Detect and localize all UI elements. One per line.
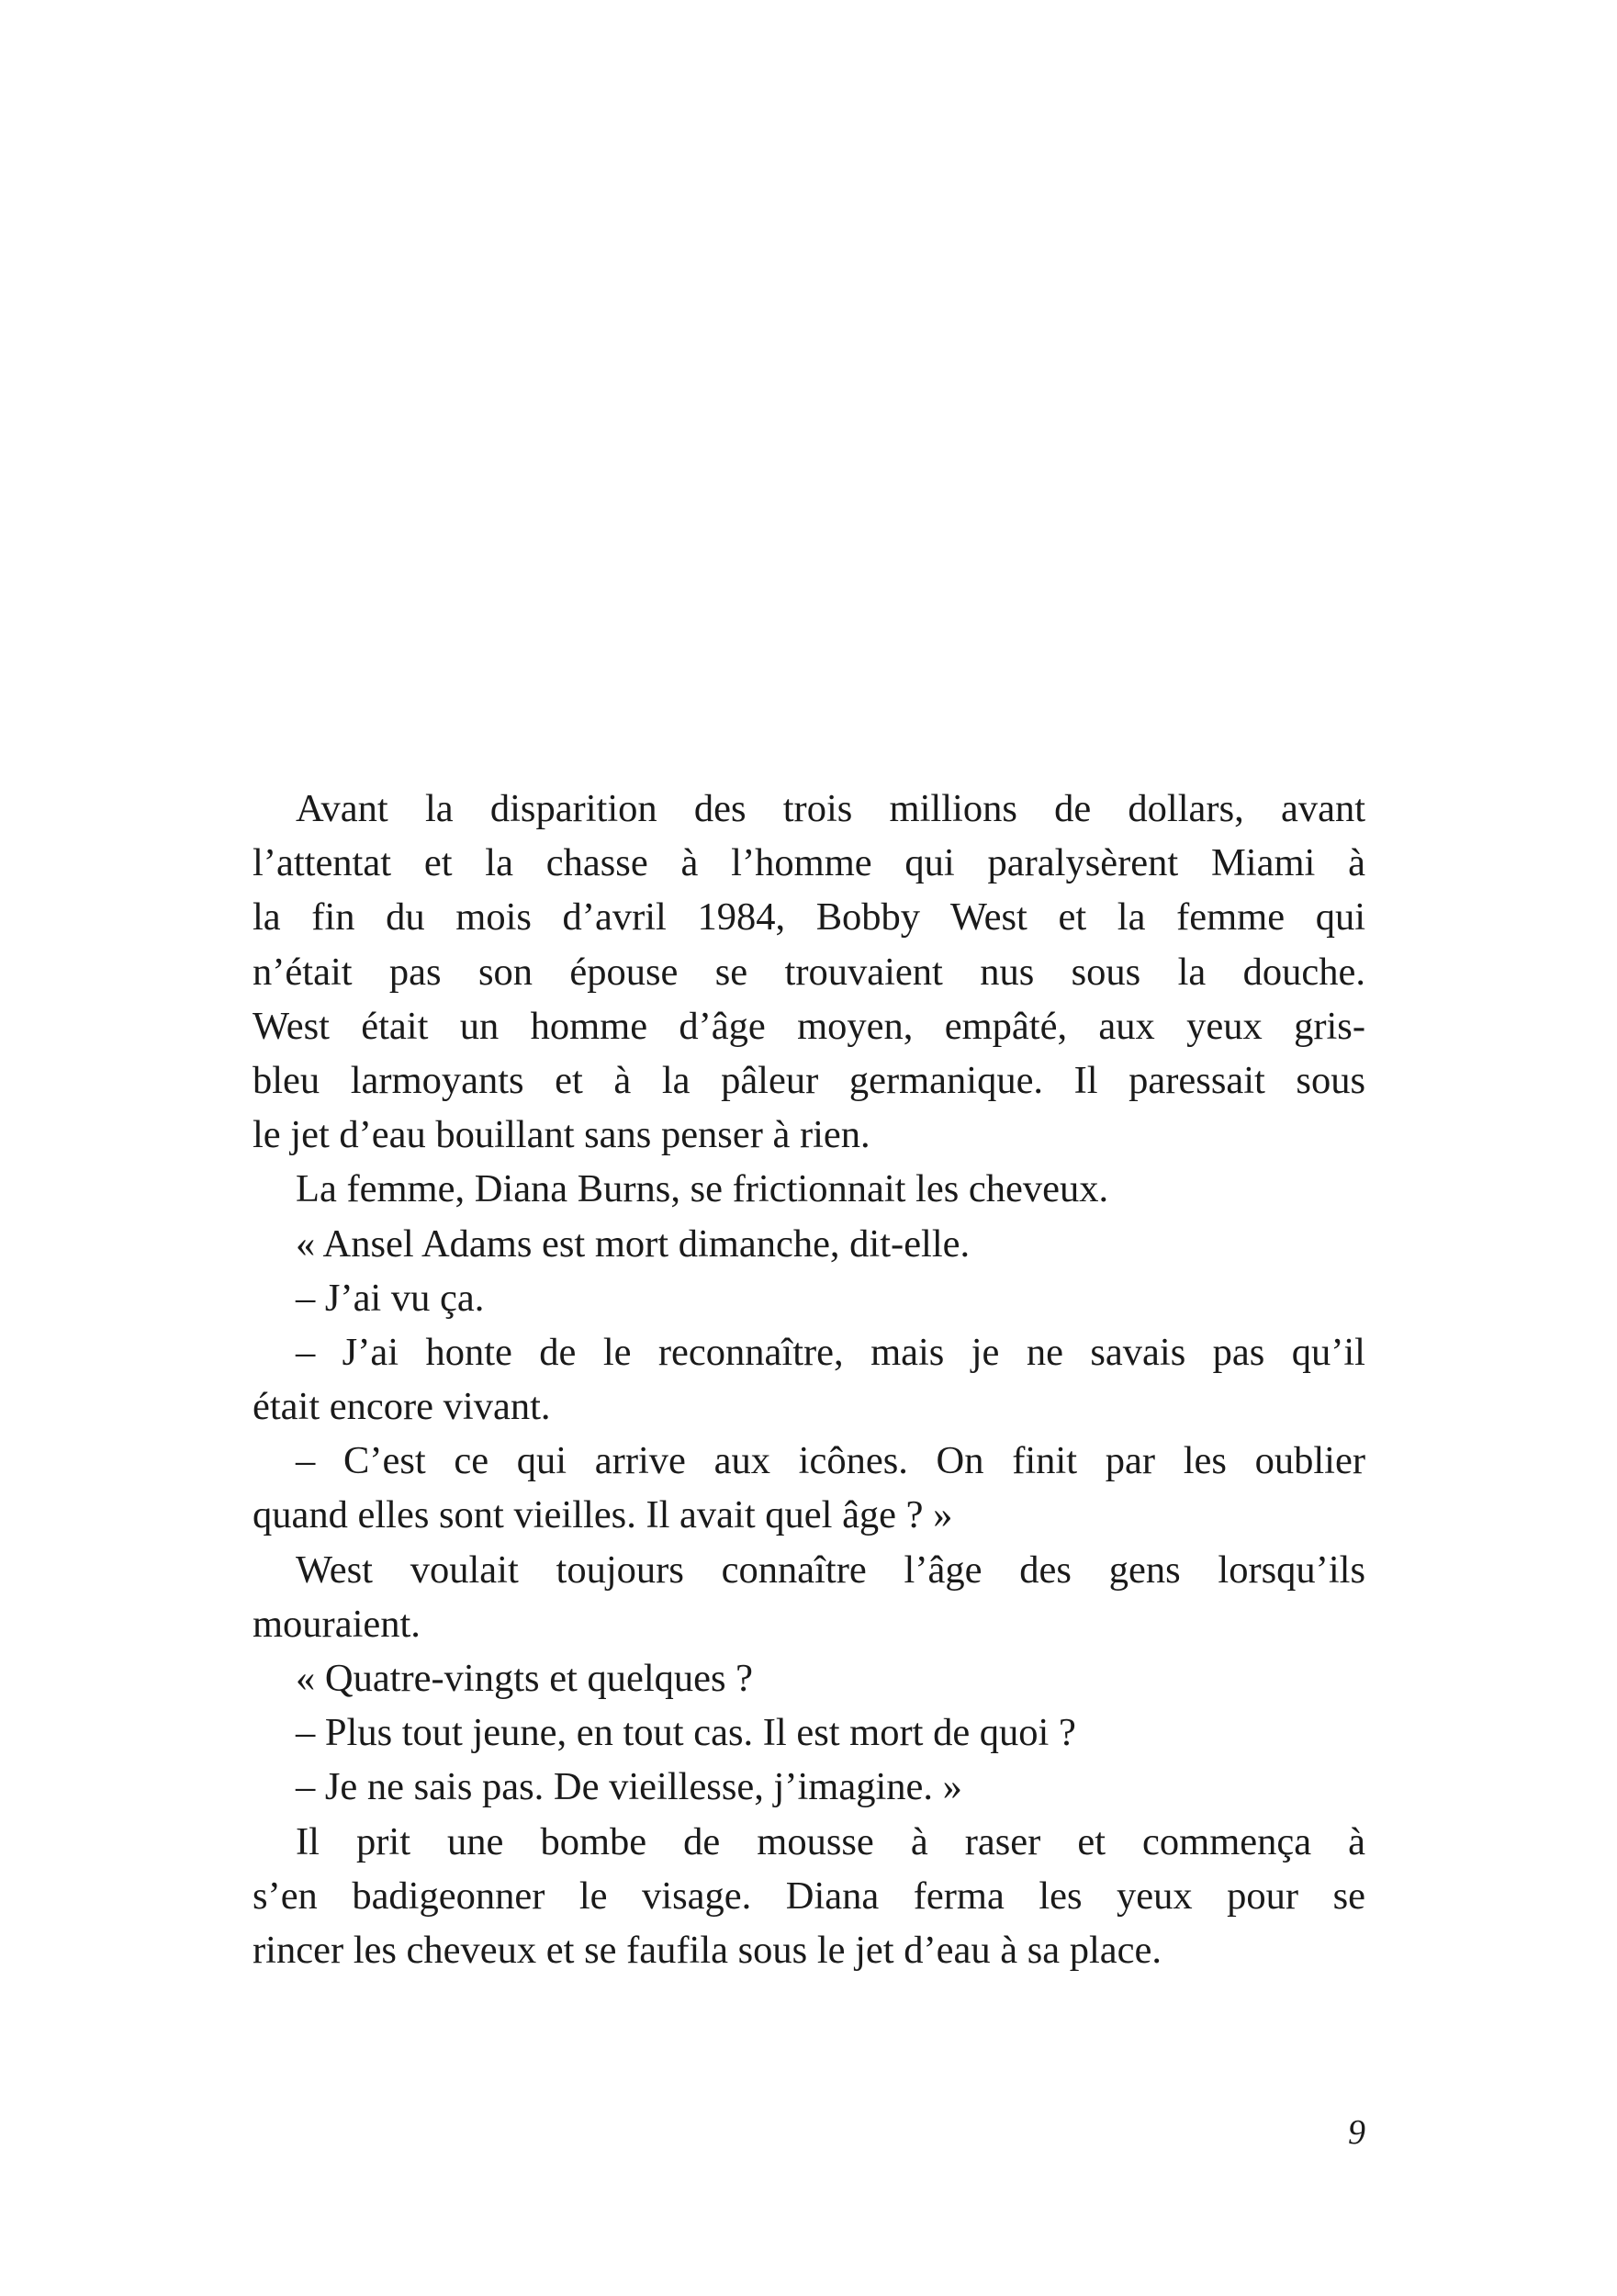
text-line: Avant la disparition des trois millions de dollars, avant xyxy=(296,787,1365,830)
text-line: rincer les cheveux et se faufila sous le jet d’eau à sa place. xyxy=(253,1928,1162,1972)
text-line: « Quatre-vingts et quelques ? xyxy=(296,1657,754,1700)
text-line: s’en badigeonner le visage. Diana ferma les yeux pour se xyxy=(253,1874,1365,1918)
text-line: quand elles sont vieilles. Il avait quel âge ? » xyxy=(253,1493,953,1537)
text-line: West était un homme d’âge moyen, empâté, aux yeux gris- xyxy=(253,1004,1365,1048)
text-line: n’était pas son épouse se trouvaient nus sous la douche. xyxy=(253,950,1365,994)
text-line: mouraient. xyxy=(253,1602,421,1646)
text-line: était encore vivant. xyxy=(253,1385,551,1429)
text-line: la fin du mois d’avril 1984, Bobby West et la femme qui xyxy=(253,895,1365,940)
page-number: 9 xyxy=(1348,2113,1365,2152)
text-line: l’attentat et la chasse à l’homme qui paralysèrent Miami à xyxy=(253,841,1365,885)
body-text xyxy=(253,782,1365,1977)
text-line: « Ansel Adams est mort dimanche, dit-elle. xyxy=(296,1221,971,1266)
text-line: – Je ne sais pas. De vieillesse, j’imagine. » xyxy=(296,1765,962,1809)
text-line: – C’est ce qui arrive aux icônes. On finit par les oublier xyxy=(296,1439,1365,1483)
text-line: West voulait toujours connaître l’âge des gens lorsqu’ils xyxy=(296,1548,1365,1592)
text-line: La femme, Diana Burns, se frictionnait les cheveux. xyxy=(296,1167,1109,1211)
text-line: le jet d’eau bouillant sans penser à rien. xyxy=(253,1113,870,1157)
text-line: – Plus tout jeune, en tout cas. Il est mort de quoi ? xyxy=(296,1711,1076,1755)
text-line: bleu larmoyants et à la pâleur germanique. Il paressait sous xyxy=(253,1058,1365,1102)
text-line: Il prit une bombe de mousse à raser et commença à xyxy=(296,1819,1365,1863)
text-line: – J’ai vu ça. xyxy=(296,1276,485,1320)
text-line: – J’ai honte de le reconnaître, mais je ne savais pas qu’il xyxy=(296,1330,1365,1374)
